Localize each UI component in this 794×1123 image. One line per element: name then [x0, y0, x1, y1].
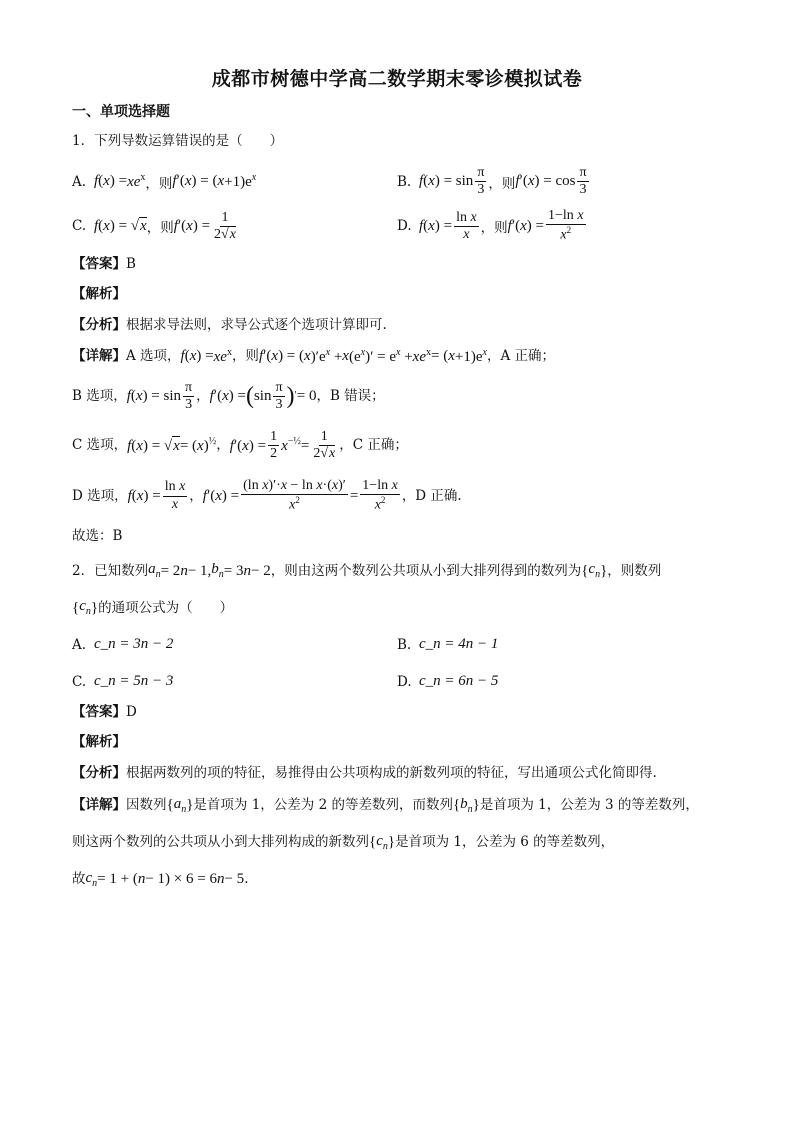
question-1-detail-b: B 选项， f ( x ) = sin $\frac{\pi}{3}$ ， f ′( x ) = ( sin $\frac{\pi}{3}$ ) ′ = 0 ，B 错误；	[72, 379, 385, 412]
question-2-stem-line-2: { $c_n$ } 的通项公式为（ ）	[72, 598, 234, 618]
question-1	[72, 133, 722, 544]
question-2-option-c: C. c_n = 5n − 3	[72, 673, 174, 690]
question-1-detail-d: D 选项， f ( x ) = $\frac{\text{ln x}}{x}$ ， f ′( x ) = $\frac{\text{(ln x)′·x − ln x·(x)′}}{x^2}$ = $\frac{\text{1−ln x}}{x^2}$ ，D 正确.	[72, 478, 462, 513]
question-2-stem-line-1: 2．已知数列 $a_n$ = 2 n − 1, $b_n$ = 3 n − 2 ，则由这两个数列公共项从小到大排列得到的数列为 { $c_n$ } ，则数列	[72, 561, 662, 581]
question-2-analysis-heading: 【解析】	[72, 734, 126, 751]
question-2-option-d: D. c_n = 6n − 5	[397, 673, 499, 690]
document-title: 成都市树德中学高二数学期末零诊模拟试卷	[211, 68, 583, 90]
question-1-detail-c: C 选项， f ( x ) = √ x = ( x )$^{\frac{1}{2}}$ ， f ′( x ) = $\frac{1}{2}$ $x^{-\frac{1}{2}}$ = $\frac{1}{2√x}$ ，C 正确；	[72, 428, 408, 462]
question-1-option-a: A. f ( x ) = $xe^x$ ，则 f ′( x ) = ( x $+1)e^x$	[72, 172, 257, 192]
question-1-option-b: B. f ( x ) = sin $\frac{\pi}{3}$ ，则 f ′( x ) = cos $\frac{\pi}{3}$	[397, 165, 587, 198]
section-heading: 一、单项选择题	[72, 104, 170, 120]
question-2-options-row-1	[72, 636, 722, 653]
question-2-options-row-2	[72, 673, 722, 690]
question-2-analyze: 【分析】 根据两数列的项的特征，易推得由公共项构成的新数列项的特征，写出通项公式化简即得.	[72, 764, 657, 781]
question-2-answer: 【答案】 D	[72, 704, 137, 721]
question-1-option-c: C. f ( x ) = √ x ，则 f ′( x ) = $\frac{1}{2√x}$	[72, 209, 236, 242]
question-2-option-b: B. c_n = 4n − 1	[397, 636, 499, 653]
question-1-stem: 1．下列导数运算错误的是（ ）	[72, 133, 284, 149]
question-2	[72, 560, 722, 890]
question-1-answer: 【答案】 B	[72, 256, 136, 273]
question-1-options-row-2	[72, 208, 722, 244]
question-2-option-a: A. c_n = 3n − 2	[72, 636, 174, 653]
question-1-option-d: D. f ( x ) = $\frac{\text{ln x}}{x}$ ，则 f ′( x ) = $\frac{\text{1−ln x}}{x^2}$	[397, 208, 584, 244]
question-2-detail-2: 则这两个数列的公共项从小到大排列构成的新数列 { $c_n$ } 是首项为 1，公差为 6 的等差数列，	[72, 832, 615, 852]
question-1-options-row-1	[72, 165, 722, 198]
document-page	[72, 64, 722, 890]
question-1-detail-a: 【详解】 A 选项， f ( x ) = $xe^x$ ，则 f ′( x ) = ( x )$'e^x$ + x $(e^x)' = e^x$ + $xe^x$ = ( x $+1)e^x$ ，A 正确；	[72, 346, 555, 365]
question-1-analyze: 【分析】 根据求导法则，求导公式逐个选项计算即可.	[72, 316, 387, 333]
question-2-detail-3: 故 $c_n$ = 1 + ( n − 1) × 6 = 6 n − 5 .	[72, 869, 249, 889]
question-1-analysis-heading: 【解析】	[72, 286, 126, 303]
question-2-detail-1: 【详解】 因数列 { $a_n$ } 是首项为 1，公差为 2 的等差数列，而数列 { $b_n$ } 是首项为 1，公差为 3 的等差数列，	[72, 795, 699, 815]
question-1-conclusion: 故选：B	[72, 528, 123, 544]
